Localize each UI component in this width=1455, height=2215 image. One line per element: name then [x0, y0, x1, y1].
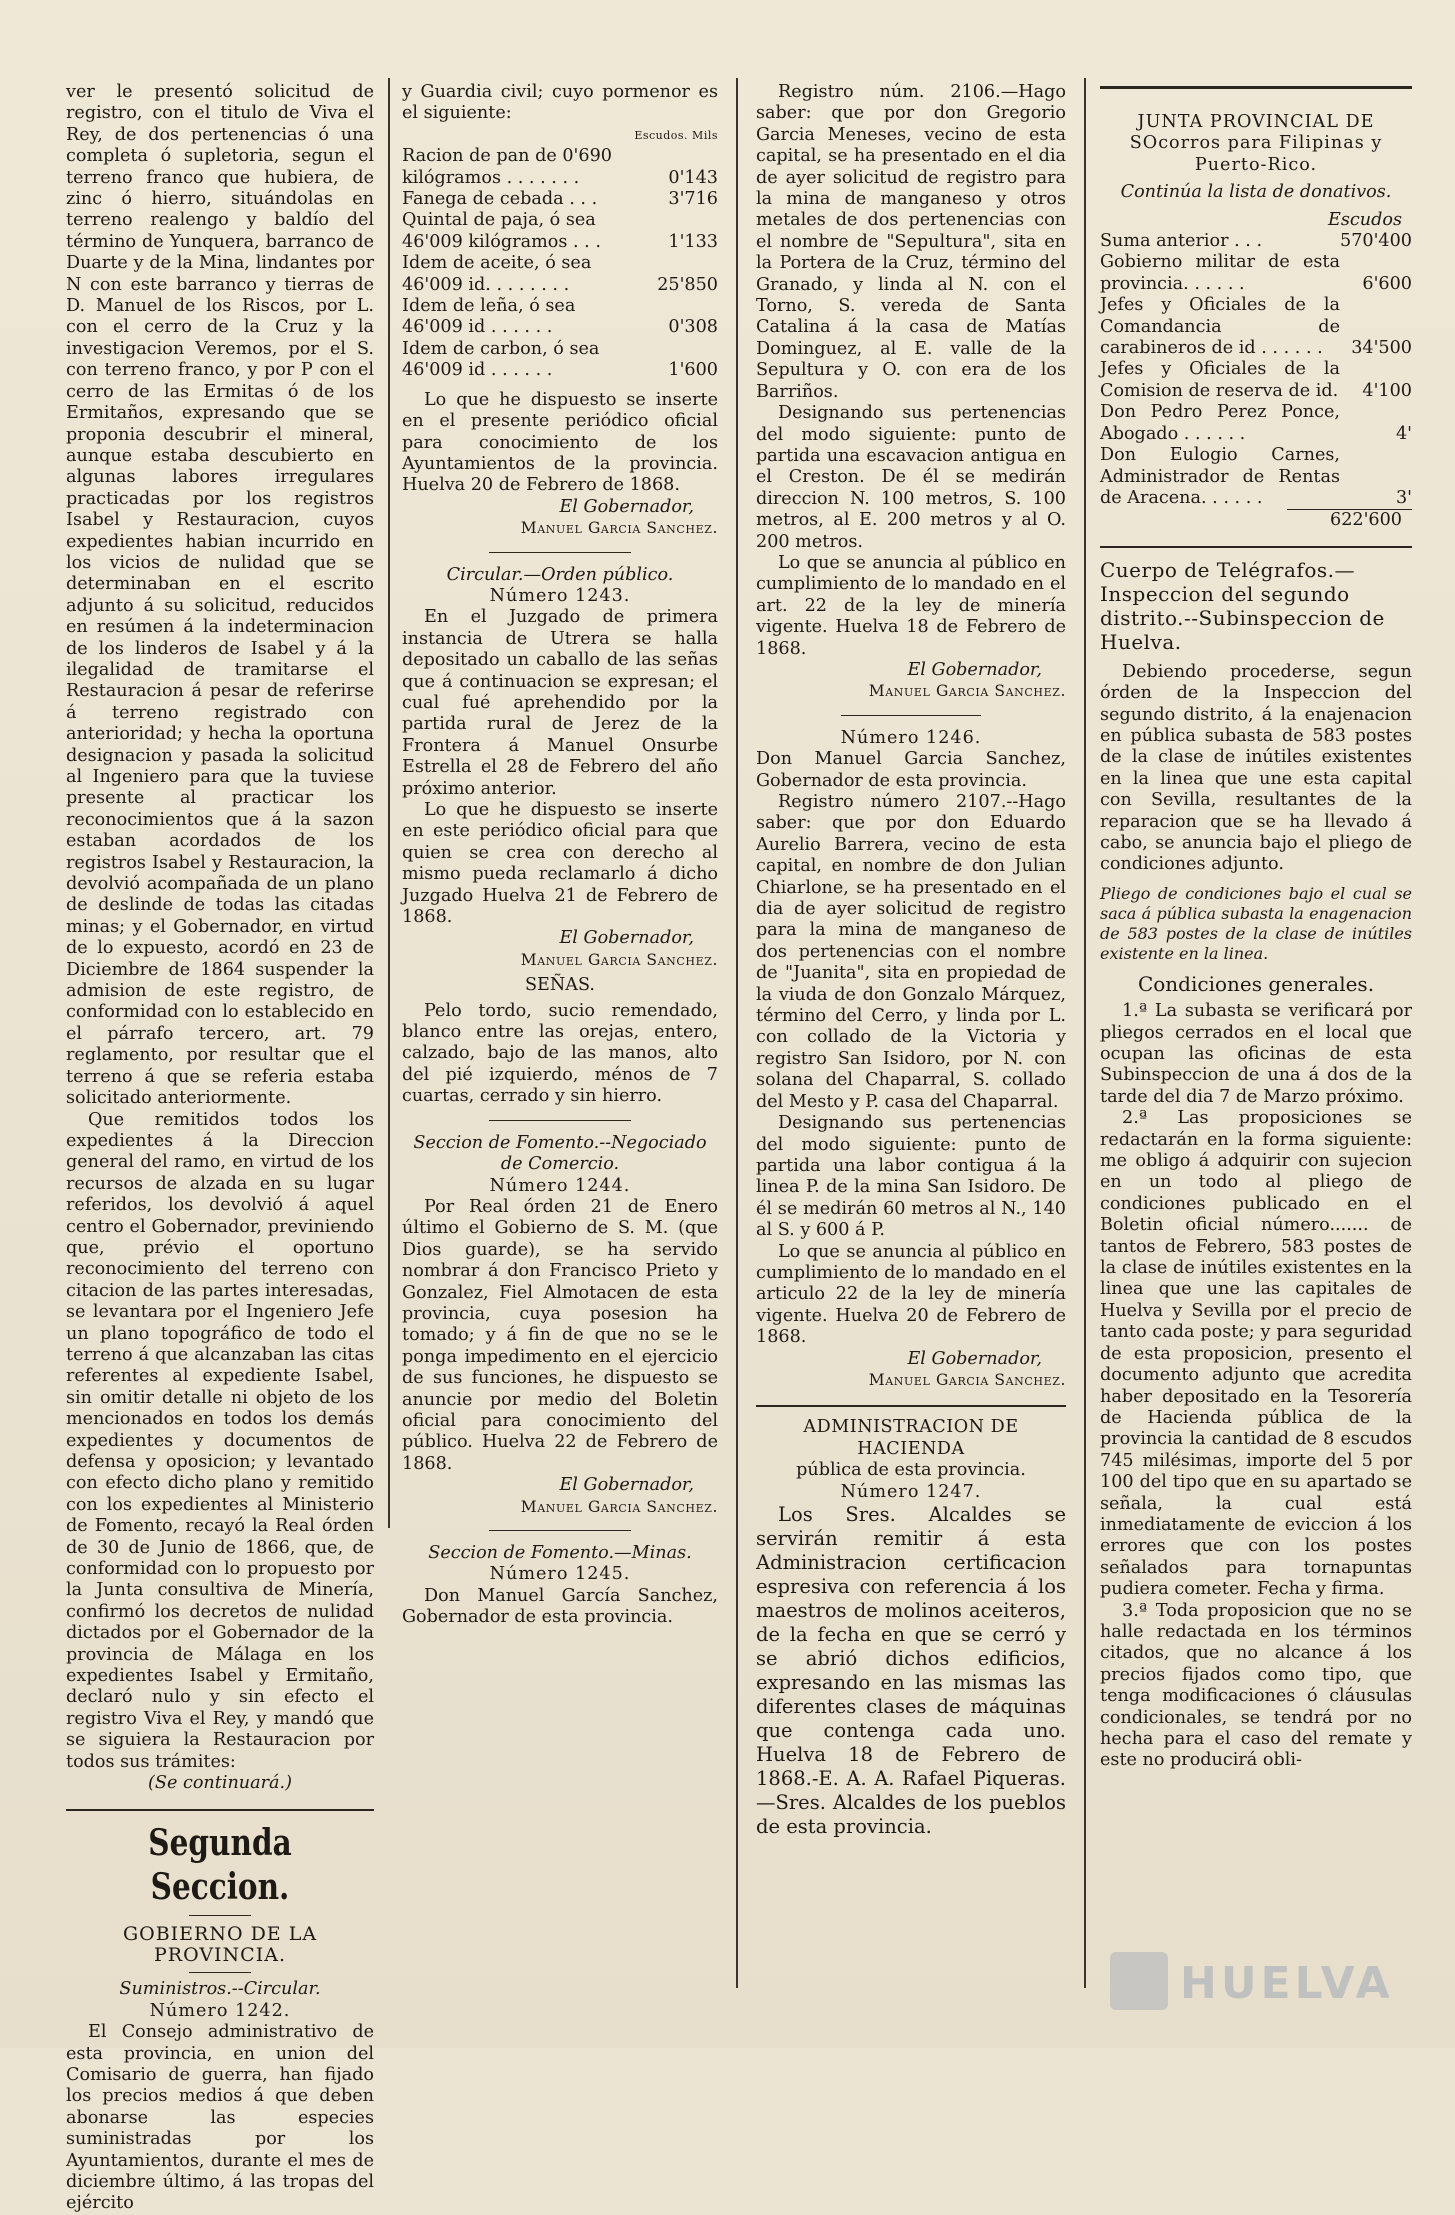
signature-title: El Gobernador, — [559, 928, 694, 949]
paragraph: 3.ª Toda proposicion que no se halle redactada en los términos citados, que no alcance á los precios fijados como tipo, que tenga modificaciones ó cláusulas condicionales, se tendrá por no hecha para el caso del remate y este no producirá obli- — [1100, 1600, 1412, 1771]
table-row — [402, 317, 718, 338]
paragraph: Debiendo procederse, segun órden de la Inspeccion del segundo distrito, á la enajenacion en pública subasta de 583 postes de la clase de inútiles existentes en la linea que une esta capital con Sevilla, resultantes de la reparacion que se ha llevado á cabo, se anuncia bajo el pliego de condiciones adjunto. — [1100, 661, 1412, 875]
column-2 — [402, 82, 718, 1972]
row-label: Jefes y Oficiales de la Comision de reserva de id. — [1100, 359, 1340, 401]
department-heading: JUNTA PROVINCIAL DE SOcorros para Filipinas y Puerto-Rico. — [1129, 112, 1383, 175]
row-value — [647, 339, 718, 360]
signature-name: Manuel Garcia Sanchez. — [520, 1497, 718, 1516]
row-label: Suma anterior . . . — [1100, 231, 1263, 252]
signature-name: Manuel Garcia Sanchez. — [520, 950, 718, 969]
notice-number: Número 1243. — [489, 585, 631, 606]
row-label: 46'009 id . . . . . . — [402, 360, 553, 381]
paragraph: Don Manuel Garcia Sanchez, Gobernador de esta provincia. — [756, 749, 1066, 791]
signature-title: El Gobernador, — [559, 496, 694, 517]
table-row — [1100, 359, 1412, 402]
table-row — [402, 360, 718, 381]
continuation-note: (Se continuará.) — [148, 1773, 292, 1794]
department-heading: ADMINISTRACION DE HACIENDA — [803, 1417, 1019, 1459]
department-subheading: pública de esta provincia. — [796, 1460, 1026, 1481]
row-value: 0'143 — [668, 167, 718, 188]
table-row — [402, 146, 718, 167]
table-row — [402, 210, 718, 231]
units-header: Escudos. Mils — [634, 128, 718, 142]
paragraph: Lo que he dispuesto se inserte en el presente periódico oficial para conocimiento de los Ayuntamientos de la provincia. Huelva 20 de Febrero de 1868. — [402, 389, 718, 496]
paragraph: Registro núm. 2106.—Hago saber: que por don Gregorio Garcia Meneses, vecino de esta capital, se ha presentado en el dia de ayer solicitud de registro para la mina de manganeso y otros metales de dos pertenencias con el nombre de "Sepultura", sita en la Portera de la Cruz, término del Granado, y linda al N. con el Torno, S. vereda de Santa Catalina á la casa de Matías Dominguez, al E. valle de la Sepultura y O. con era de los Barriños. — [756, 82, 1066, 402]
donations-table — [1100, 231, 1412, 509]
paragraph: Lo que se anuncia al público en cumplimiento de lo mandado en el art. 22 de la ley de minería vigente. Huelva 18 de Febrero de 1868. — [756, 552, 1066, 659]
row-value: 1'600 — [668, 360, 718, 381]
column-3 — [756, 82, 1066, 1972]
column-rule — [388, 78, 390, 1528]
notice-number: Número 1247. — [840, 1481, 982, 1502]
row-value: 0'308 — [668, 317, 718, 338]
paragraph: 1.ª La subasta se verificará por pliegos cerrados en el local que ocupan las oficinas de esta Subinspeccion de una á dos de la tarde del dia 7 de Marzo próximo. — [1100, 1001, 1412, 1107]
subsection-heading: Circular.—Orden público. — [446, 564, 674, 585]
paragraph: Los Sres. Alcaldes se servirán remitir á esta Administracion certificacion espresiva con referencia á los maestros de molinos aceiteros, de la fecha en que se cerró y se abrió dichos edificios, expresando en las mismas las diferentes clases de máquinas que contenga cada uno. Huelva 18 de Febrero de 1868.-E. A. A. Rafael Piqueras.—Sres. Alcaldes de los pueblos de esta provincia. — [756, 1503, 1066, 1838]
archive-logo-icon — [1110, 1952, 1168, 2010]
column-1 — [66, 82, 374, 2214]
row-label: 46'009 id. . . . . . . . — [402, 274, 570, 295]
row-value: 4' — [1395, 423, 1412, 444]
table-row — [402, 253, 718, 274]
paragraph: Pliego de condiciones bajo el cual se saca á pública subasta la enagenacion de 583 postes de la clase de inútiles existente en la linea. — [1100, 883, 1412, 963]
column-4 — [1100, 112, 1412, 2012]
section-title: Segunda Seccion. — [148, 1821, 292, 1908]
subsection-heading: Seccion de Fomento.—Minas. — [428, 1543, 692, 1563]
row-label: Idem de leña, ó sea — [402, 296, 576, 317]
table-row — [1100, 252, 1412, 295]
subsection-heading: Seccion de Fomento.--Negociado de Comercio. — [413, 1132, 707, 1175]
paragraph: y Guardia civil; cuyo pormenor es el siguiente: — [402, 82, 718, 124]
row-label: Idem de carbon, ó sea — [402, 338, 600, 359]
table-row — [402, 296, 718, 317]
paragraph: Registro número 2107.--Hago saber: que por don Eduardo Aurelio Barrera, vecino de esta capital, en nombre de don Julian Chiarlone, se ha presentado en el dia de ayer solicitud de registro para la mina de manganeso de dos pertenencias con el nombre de "Juanita", sita en propiedad de la viuda de don Gonzalo Márquez, término del Cerro, y linda por L. con collado de la Victoria y registro San Isidoro, por N. con solana del Chaparral, S. collado del Mesto y P. casa del Chaparral. — [756, 792, 1066, 1112]
paragraph: En el Juzgado de primera instancia de Utrera se halla depositado un caballo de las señas que á continuacion se expresan; el cual fué aprehendido por la partida rural de Jerez de la Frontera á Manuel Onsurbe Estrella el 28 de Febrero del año próximo anterior. — [402, 607, 718, 799]
row-value: 3'716 — [668, 189, 718, 210]
divider — [189, 1972, 251, 1973]
prices-table — [402, 146, 718, 381]
row-label: Jefes y Oficiales de la Comandancia de carabineros de id . . . . . . — [1100, 295, 1340, 359]
department-heading: Cuerpo de Telégrafos.—Inspeccion del segundo distrito.--Subinspeccion de Huelva. — [1100, 557, 1385, 654]
signature-title: El Gobernador, — [559, 1475, 694, 1496]
row-label: Idem de aceite, ó sea — [402, 253, 592, 274]
row-label: 46'009 kilógramos . . . — [402, 231, 601, 252]
table-row — [402, 339, 718, 360]
archive-watermark: HUELVA — [1180, 1958, 1394, 2009]
signature-name: Manuel Garcia Sanchez. — [868, 1370, 1066, 1389]
row-value: 34'500 — [1351, 338, 1412, 359]
row-value — [647, 146, 718, 167]
senas-heading: SEÑAS. — [524, 975, 595, 996]
paragraph: Designando sus pertenencias del modo siguiente: punto de partida una labor contigua á la linea P. de la mina San Isidoro. De él se medirán 60 metros al N., 140 al S. y 600 á P. — [756, 1113, 1066, 1241]
table-row — [1100, 231, 1412, 252]
paragraph: Pelo tordo, sucio remendado, blanco entre las orejas, entero, calzado, bajo de las manos, alto del pié izquierdo, ménos de 7 cuartas, cerrado y sin hierro. — [402, 1000, 718, 1107]
divider — [189, 1915, 251, 1916]
signature-name: Manuel Garcia Sanchez. — [520, 519, 718, 538]
paragraph: 2.ª Las proposiciones se redactarán en la forma siguiente: me obligo á adquirir con sujecion en un todo al pliego de condiciones publicado en el Boletin oficial número....... de tantos de Febrero, 583 postes de la clase de inútiles existentes en la linea que une las capitales de Huelva y Sevilla por el precio de tanto cada poste; y para seguridad de esta proposicion, presento el documento adjunto que acredita haber depositado en la Tesorería de Hacienda pública de la provincia la cantidad de 8 escudos 745 milésimas, importe del 5 por 100 del tipo que en su apartado se señala, la cual está inmediatamente de eviccion á los errores que con los postes señalados para tornapuntas pudiera cometer. Fecha y firma. — [1100, 1108, 1412, 1600]
paragraph: Que remitidos todos los expedientes á la Direccion general del ramo, en virtud de los recursos de alzada en su lugar referidos, los devolvió á aquel centro el Gobernador, previniendo que, prévio el oportuno reconocimiento del terreno con citacion de las partes interesadas, se levantara por el Ingeniero Jefe un plano topográfico de todo el terreno á que alcanzaban las citas referentes al expediente Isabel, sin omitir detalle ni objeto de los mencionados en todos los demás expedientes y documentos de defensa y oposicion; y levantado con efecto dicho plano y remitido con los expedientes al Ministerio de Fomento, recayó la Real órden de 30 de Junio de 1866, que, de conformidad con lo propuesto por la Junta consultiva de Minería, confirmó los decretos de nulidad dictados por el Gobernador de la provincia de Málaga en los expedientes Isabel y Ermitaño, declaró nulo y sin efecto el registro Viva el Rey, y mandó que se siguiera la Restauracion por todos sus trámites: — [66, 1109, 374, 1772]
paragraph: Don Manuel García Sanchez, Gobernador de esta provincia. — [402, 1585, 718, 1628]
signature-title: El Gobernador, — [907, 1348, 1042, 1369]
divider — [489, 1120, 631, 1121]
units-header: Escudos — [1328, 209, 1402, 230]
column-rule — [1084, 78, 1086, 1988]
signature-name: Manuel Garcia Sanchez. — [868, 682, 1066, 701]
row-value: 4'100 — [1362, 380, 1412, 401]
section-rule — [1100, 546, 1412, 548]
section-rule — [1100, 86, 1412, 89]
notice-number: Número 1245. — [489, 1564, 631, 1585]
section-rule — [756, 1405, 1066, 1407]
row-value — [647, 296, 718, 317]
table-row — [1100, 445, 1412, 509]
table-row — [1100, 295, 1412, 359]
paragraph: El Consejo administrativo de esta provincia, en union del Comisario de guerra, han fijado los precios medios á que deben abonarse las especies suministradas por los Ayuntamientos, durante el mes de diciembre último, á las tropas del ejército — [66, 2022, 374, 2214]
row-value: 25'850 — [657, 274, 718, 295]
section-rule — [66, 1809, 374, 1811]
divider — [841, 715, 981, 716]
row-label: Racion de pan de 0'690 — [402, 146, 612, 167]
row-label: Don Eulogio Carnes, Administrador de Rentas de Aracena. . . . . . — [1100, 445, 1340, 508]
subsection-heading: Continúa la lista de donativos. — [1120, 182, 1392, 203]
notice-number: Número 1242. — [149, 2000, 291, 2021]
row-label: Don Pedro Perez Ponce, Abogado . . . . . . — [1100, 402, 1340, 444]
signature-title: El Gobernador, — [907, 659, 1042, 680]
table-row — [402, 275, 718, 296]
table-row — [402, 189, 718, 210]
table-row — [402, 168, 718, 189]
row-value: 570'400 — [1340, 231, 1412, 252]
notice-number: Número 1246. — [840, 727, 982, 748]
paragraph: Lo que he dispuesto se inserte en este periódico oficial para que quien se crea con derecho al mismo pueda reclamarlo á dicho Juzgado Huelva 21 de Febrero de 1868. — [402, 800, 718, 928]
row-label: 46'009 id . . . . . . — [402, 317, 553, 338]
row-value: 3' — [1395, 487, 1412, 508]
row-label: kilógramos . . . . . . . — [402, 167, 580, 188]
row-value: 1'133 — [668, 231, 718, 252]
notice-number: Número 1244. — [489, 1175, 631, 1196]
department-heading: GOBIERNO DE LA PROVINCIA. — [122, 1922, 318, 1966]
paragraph: ver le presentó solicitud de registro, con el titulo de Viva el Rey, de dos pertenencias ó una completa ó supletoria, segun el terreno franco que hubiera, de zinc ó hierro, situándolas en terreno realengo y baldío del término de Yunquera, barranco de Duarte y de la Mina, lindantes por N con este barranco y tierras de D. Manuel de los Riscos, por L. con el cerro de la Cruz y la investigacion Veremos, por el S. con terreno franco, y por P con el cerro de las Ermitas ó de los Ermitaños, expresando que se proponia descubrir el mineral, aunque estaba descubierto en algunas labores irregulares practicadas por los registros Isabel y Restauracion, cuyos expedientes habian incurrido en los vicios de nulidad que se determinaban en el escrito adjunto á su solicitud, reducidos en resúmen á la indeterminacion de los linderos de Isabel y á la ilegalidad de tramitarse el Restauracion á pesar de referirse á terreno registrado con anterioridad; y hecha la oportuna designacion y pasada la solicitud al Ingeniero para que la tuviese presente al practicar los reconocimientos que á la sazon estaban acordados de los registros Isabel y Restauracion, la devolvió acompañada de un plano de deslinde de todas las citadas minas; y el Gobernador, en virtud de lo expuesto, acordó en 23 de Diciembre de 1864 suspender la admision de este registro, de conformidad con lo establecido en el párrafo tercero, art. 79 reglamento, por resultar que el terreno á que se referia estaba solicitado anteriormente. — [66, 82, 374, 1109]
row-label: Fanega de cebada . . . — [402, 189, 598, 210]
table-row — [402, 232, 718, 253]
row-value — [647, 210, 718, 231]
subsection-heading: Condiciones generales. — [1137, 971, 1375, 996]
row-label: Quintal de paja, ó sea — [402, 210, 596, 231]
total-value: 622'600 — [1330, 510, 1402, 531]
paragraph: Designando sus pertenencias del modo siguiente: punto de partida una escavacion antigua en el Creston. De él se medirán direccion N. 100 metros, S. 100 metros, al E. 200 metros y al O. 200 metros. — [756, 403, 1066, 552]
table-row — [1100, 402, 1412, 445]
row-value — [647, 253, 718, 274]
column-rule — [736, 78, 738, 1988]
row-value: 6'600 — [1362, 273, 1412, 294]
subsection-heading: Suministros.--Circular. — [119, 1979, 321, 2000]
paragraph: Por Real órden 21 de Enero último el Gobierno de S. M. (que Dios guarde), se ha servido nombrar á don Francisco Prieto y Gonzalez, Fiel Almotacen de esta provincia, cuya posesion ha tomado; y á fin de que no se le ponga impedimento en el ejercicio de sus funciones, he dispuesto se anuncie por medio del Boletin oficial para conocimiento del público. Huelva 22 de Febrero de 1868. — [402, 1196, 718, 1474]
divider — [489, 552, 631, 553]
divider — [489, 1530, 631, 1531]
paragraph: Lo que se anuncia al público en cumplimiento de lo mandado en el articulo 22 de la ley de minería vigente. Huelva 20 de Febrero de 1868. — [756, 1241, 1066, 1348]
row-label: Gobierno militar de esta provincia. . . . . . — [1100, 252, 1340, 294]
